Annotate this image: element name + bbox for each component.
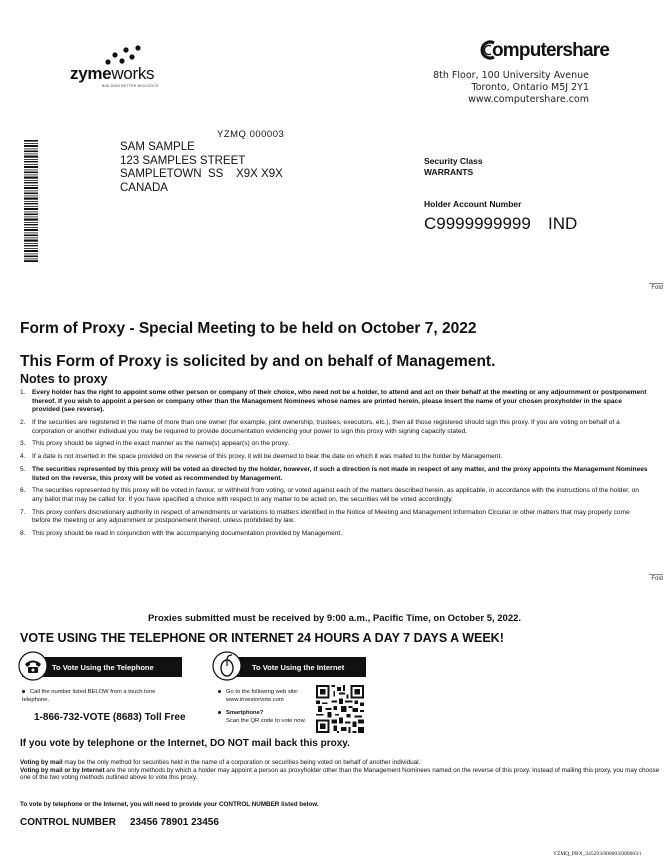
toll-free-number[interactable]: 1-866-732-VOTE (8683) Toll Free xyxy=(34,712,186,723)
internet-vote-banner xyxy=(218,657,366,677)
control-number-note: To vote by telephone or the Internet, you will need to provide your CONTROL NUMBER listed below. xyxy=(20,801,319,808)
note-number: 2. xyxy=(20,418,26,426)
note-number: 1. xyxy=(20,389,26,396)
address-line: SAMPLETOWN SS X9X X9X xyxy=(120,168,283,180)
security-class-value: WARRANTS xyxy=(424,167,474,177)
note-item xyxy=(20,487,650,504)
holder-account-type: IND xyxy=(548,214,578,233)
note-text: If the securities are registered in the name of more than one owner (for example, joint ownership, trustees, executors, etc.), then all those registered should sign this proxy. If you are voting on behalf of a corporation or another individual you may be required to provide documentation evidencing your power to sign this proxy with signing capacity stated. xyxy=(32,418,620,435)
holder-account-label: Holder Account Number xyxy=(424,199,522,209)
internet-vote-label: To Vote Using the Internet xyxy=(252,663,345,672)
note-item xyxy=(20,466,650,483)
computershare-wordmark: omputershare xyxy=(492,40,610,61)
voting-website-link[interactable]: www.investorvote.com xyxy=(226,697,284,703)
computershare-logo xyxy=(480,38,610,64)
note-number: 7. xyxy=(20,508,26,516)
note-number: 8. xyxy=(20,530,26,538)
note-item xyxy=(20,509,650,526)
agent-address-line: 8th Floor, 100 University Avenue xyxy=(433,70,589,81)
note-item xyxy=(20,389,650,415)
note-text: If a date is not inserted in the space provided on the reverse of this proxy, it will be deemed to bear the date on which it was mailed to the holder by Management. xyxy=(32,453,503,461)
bullet-icon xyxy=(218,711,221,714)
notes-list xyxy=(20,389,650,543)
control-number-value: 23456 78901 23456 xyxy=(129,817,219,828)
address-line: SAM SAMPLE xyxy=(120,141,195,153)
bullet-icon xyxy=(218,690,221,693)
holder-account-number: C9999999999 xyxy=(424,214,531,233)
qr-code-icon[interactable] xyxy=(316,685,364,733)
agent-address-line: www.computershare.com xyxy=(468,94,589,105)
notes-heading: Notes to proxy xyxy=(20,372,108,386)
vote-heading: VOTE USING THE TELEPHONE OR INTERNET 24 HOURS A DAY 7 DAYS A WEEK! xyxy=(20,631,504,645)
address-line: 123 SAMPLES STREET xyxy=(120,154,246,167)
no-mail-notice: If you vote by telephone or the Internet, DO NOT mail back this proxy. xyxy=(20,738,350,749)
smartphone-instruction: Smartphone? Scan the QR code to vote now. xyxy=(218,709,328,725)
mouse-icon xyxy=(212,651,242,681)
note-item xyxy=(20,530,650,539)
internet-instruction: Go to the following web site: www.investorvote.com xyxy=(218,688,318,704)
barcode-icon xyxy=(24,140,38,262)
note-text: The securities represented by this proxy will be voted as directed by the holder, however, if such a direction is not made in respect of any matter, and the proxy appoints the Management Nominees listed on the reverse, this proxy will be voted as recommended by Management. xyxy=(32,465,648,482)
note-item xyxy=(20,440,650,449)
proxy-deadline: Proxies submitted must be received by 9:00 a.m., Pacific Time, on October 5, 2022. xyxy=(147,613,522,624)
zymeworks-tagline: BUILDING BETTER BIOLOGICS xyxy=(102,84,159,88)
zymeworks-wordmark: zymeworks xyxy=(70,64,155,83)
telephone-vote-banner xyxy=(22,657,182,677)
fold-mark: Fold xyxy=(649,574,663,582)
telephone-icon xyxy=(18,651,48,681)
holder-address xyxy=(120,141,283,195)
note-text: Every holder has the right to appoint some other person or company of their choice, who need not be a holder, to attend and act on their behalf at the meeting or any adjournment or postponement thereof. If you wish to appoint a person or company other than the Management Nominees whose names are printed herein, please insert the name of your chosen proxyholder in the space provided (see reverse). xyxy=(32,389,647,414)
dots-logo-icon xyxy=(102,44,142,66)
fold-mark: Fold xyxy=(649,283,663,291)
zymeworks-logo xyxy=(62,44,192,89)
note-number: 5. xyxy=(20,465,26,473)
note-text: The securities represented by this proxy will be voted in favour, or withheld from voting, or voted against each of the matters described herein, as applicable, in accordance with the instructions of the holder, on any ballot that may be called for. If you have specified a choice with respect to any matter to be acted on, the securities will be voted accordingly. xyxy=(32,487,639,503)
solicitation-statement: This Form of Proxy is solicited by and on behalf of Management. xyxy=(20,353,496,370)
footer-reference: YZMQ_PRX_345293/000003/000003/i xyxy=(552,851,641,857)
note-item xyxy=(20,419,650,436)
note-text: This proxy should be read in conjunction with the accompanying documentation provided by Management. xyxy=(32,530,343,538)
note-text: This proxy confers discretionary authority in respect of amendments or variations to matters identified in the Notice of Meeting and Management Information Circular or other matters that may properly come before the meeting or any adjournment or postponement thereof, unless prohibited by law. xyxy=(32,508,630,525)
security-class-label: Security Class xyxy=(424,156,483,166)
control-number-label: CONTROL NUMBER xyxy=(20,817,116,828)
note-text: This proxy should be signed in the exact manner as the name(s) appear(s) on the proxy. xyxy=(32,440,290,448)
security-class xyxy=(424,156,483,178)
note-number: 4. xyxy=(20,453,26,461)
note-item xyxy=(20,453,650,462)
telephone-vote-label: To Vote Using the Telephone xyxy=(52,663,154,672)
form-title: Form of Proxy - Special Meeting to be held on October 7, 2022 xyxy=(20,320,477,337)
agent-address-line: Toronto, Ontario M5J 2Y1 xyxy=(471,82,589,93)
mailing-reference: YZMQ 000003 xyxy=(217,129,285,140)
telephone-instruction: Call the number listed BELOW from a touch tone telephone. xyxy=(22,689,156,703)
note-number: 3. xyxy=(20,440,26,448)
note-number: 6. xyxy=(20,487,26,495)
voting-note-mail: Voting by mail may be the only method for securities held in the name of a corporation or securities being voted on behalf of another individual. xyxy=(20,759,421,766)
bullet-icon xyxy=(22,690,25,693)
voting-note-mail-internet: Voting by mail or by Internet are the only methods by which a holder may appoint a person as proxyholder other than the Management Nominees named on the reverse of this proxy. Instead of mailing this proxy, you may choose one of the two voting methods outlined above to vote this proxy. xyxy=(20,766,660,781)
agent-address xyxy=(433,70,589,106)
control-number xyxy=(20,817,219,828)
voting-method-notes xyxy=(20,759,660,782)
address-line: CANADA xyxy=(120,181,168,194)
